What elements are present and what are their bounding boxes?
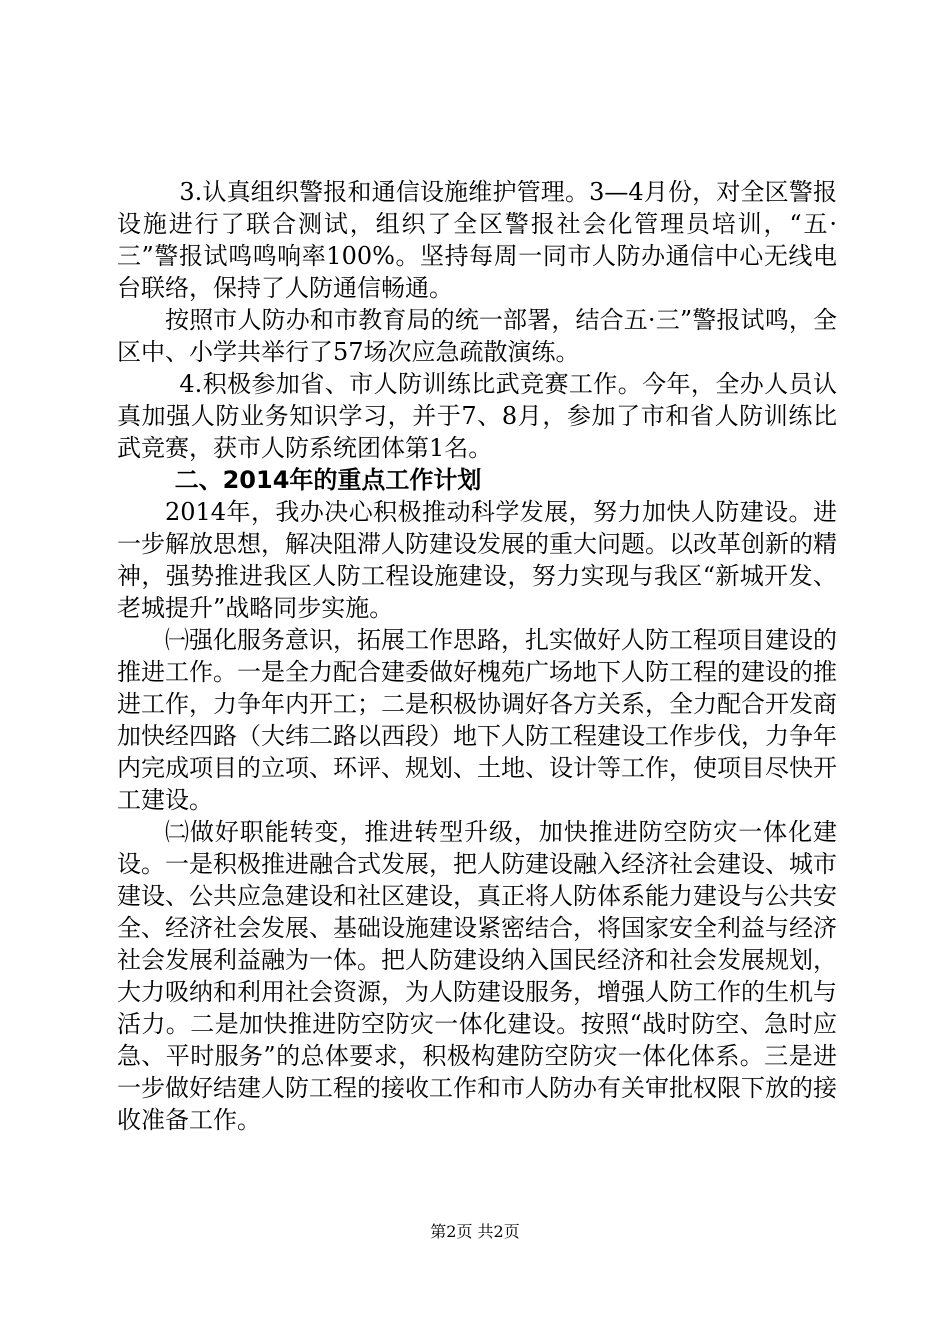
page-footer: 第2页 共2页 bbox=[430, 1222, 520, 1241]
paragraph-evacuation-drill: 按照市人防办和市教育局的统一部署，结合五·三”警报试鸣，全区中、小学共举行了57场次应急疏散演练。 bbox=[117, 306, 837, 366]
document-body bbox=[117, 176, 837, 1136]
paragraph-item-two: ㈡做好职能转变，推进转型升级，加快推进防空防灾一体化建设。一是积极推进融合式发展，把人防建设融入经济社会建设、城市建设、公共应急建设和社区建设，真正将人防体系能力建设与公共安全、经济社会发展、基础设施建设紧密结合，将国家安全利益与经济社会发展利益融为一体。把人防建设纳入国民经济和社会发展规划，大力吸纳和利用社会资源，为人防建设服务，增强人防工作的生机与活力。二是加快推进防空防灾一体化建设。按照“战时防空、急时应急、平时服务”的总体要求，积极构建防空防灾一体化体系。三是进一步做好结建人防工程的接收工作和市人防办有关审批权限下放的接收准备工作。 bbox=[117, 818, 837, 1134]
section-heading-2014-plan: 二、2014年的重点工作计划 bbox=[174, 466, 482, 494]
paragraph-item-one: ㈠强化服务意识，拓展工作思路，扎实做好人防工程项目建设的推进工作。一是全力配合建委做好槐苑广场地下人防工程的建设的推进工作，力争年内开工；二是积极协调好各方关系，全力配合开发商加快经四路（大纬二路以西段）地下人防工程建设工作步伐，力争年内完成项目的立项、环评、规划、土地、设计等工作，使项目尽快开工建设。 bbox=[117, 626, 837, 814]
paragraph-alarm-maintenance: 3.认真组织警报和通信设施维护管理。3—4月份，对全区警报设施进行了联合测试，组织了全区警报社会化管理员培训，“五·三”警报试鸣鸣响率100%。坚持每周一同市人防办通信中心无线电台联络，保持了人防通信畅通。 bbox=[117, 178, 837, 302]
paragraph-2014-overview: 2014年，我办决心积极推动科学发展，努力加快人防建设。进一步解放思想，解决阻滞人防建设发展的重大问题。以改革创新的精神，强势推进我区人防工程设施建设，努力实现与我区“新城开发、老城提升”战略同步实施。 bbox=[117, 498, 837, 622]
paragraph-training-competition: 4.积极参加省、市人防训练比武竞赛工作。今年，全办人员认真加强人防业务知识学习，并于7、8月，参加了市和省人防训练比武竞赛，获市人防系统团体第1名。 bbox=[117, 370, 837, 462]
